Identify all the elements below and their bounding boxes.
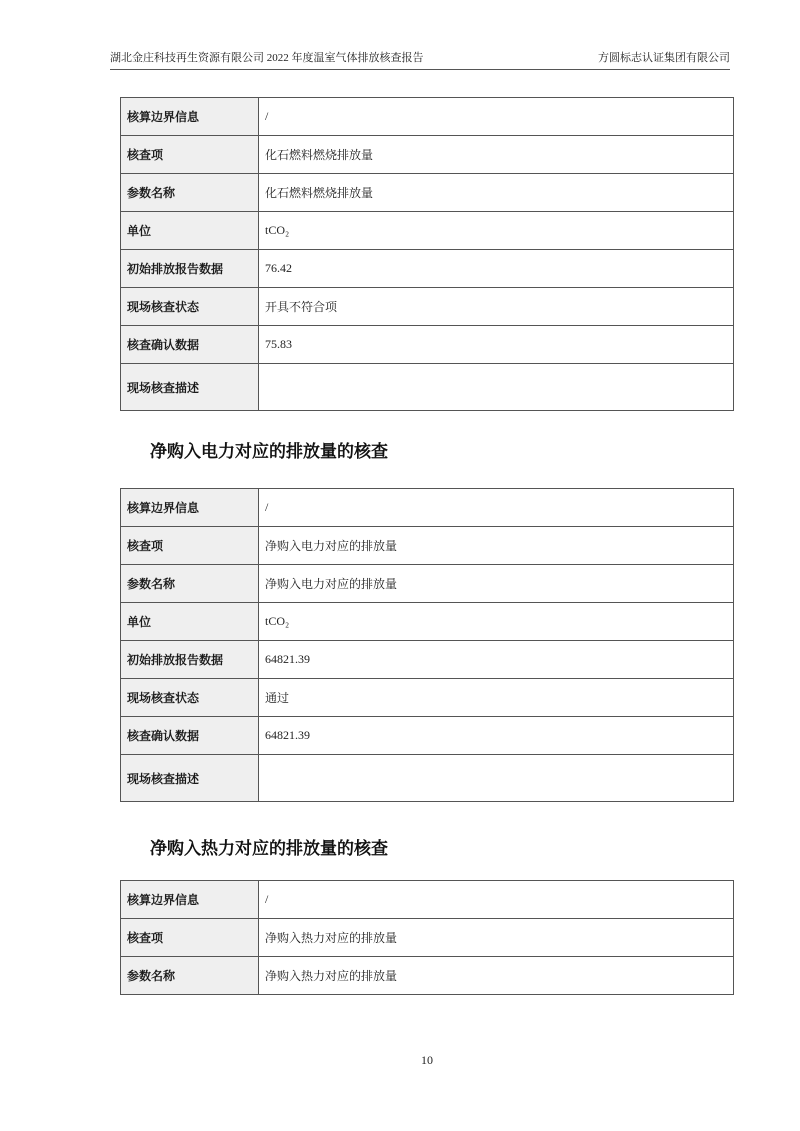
electricity-verification-table [120, 488, 734, 802]
row-value: 76.42 [259, 250, 734, 288]
table-row [121, 326, 734, 364]
row-value: 净购入电力对应的排放量 [259, 565, 734, 603]
table-row [121, 174, 734, 212]
table-row [121, 364, 734, 411]
table-row [121, 641, 734, 679]
row-label: 单位 [121, 603, 259, 641]
table-row [121, 957, 734, 995]
page-number: 10 [421, 1053, 433, 1067]
row-label: 参数名称 [121, 174, 259, 212]
table-row [121, 565, 734, 603]
row-value: 化石燃料燃烧排放量 [259, 136, 734, 174]
row-label: 参数名称 [121, 957, 259, 995]
row-label: 现场核查描述 [121, 755, 259, 802]
row-label: 核查确认数据 [121, 717, 259, 755]
header-left-title: 湖北金庄科技再生资源有限公司 2022 年度温室气体排放核查报告 [110, 52, 424, 64]
table-row [121, 98, 734, 136]
table-row [121, 212, 734, 250]
table-row [121, 603, 734, 641]
row-value: 75.83 [259, 326, 734, 364]
row-value: 净购入电力对应的排放量 [259, 527, 734, 565]
row-value: 64821.39 [259, 717, 734, 755]
row-label: 核算边界信息 [121, 98, 259, 136]
row-value: 净购入热力对应的排放量 [259, 957, 734, 995]
table-row [121, 679, 734, 717]
table-row [121, 250, 734, 288]
row-value: tCO₂ [259, 212, 734, 250]
table-row [121, 755, 734, 802]
row-value: / [259, 98, 734, 136]
row-label: 单位 [121, 212, 259, 250]
row-label: 核查项 [121, 136, 259, 174]
fossil-fuel-verification-table [120, 97, 734, 411]
row-value: 64821.39 [259, 641, 734, 679]
table-row [121, 881, 734, 919]
row-value: 通过 [259, 679, 734, 717]
row-value [259, 755, 734, 802]
row-value: / [259, 489, 734, 527]
row-label: 现场核查描述 [121, 364, 259, 411]
row-label: 核查项 [121, 919, 259, 957]
row-value: 净购入热力对应的排放量 [259, 919, 734, 957]
row-value [259, 364, 734, 411]
table-row [121, 527, 734, 565]
page-header [110, 52, 730, 70]
table-row [121, 136, 734, 174]
table-row [121, 919, 734, 957]
row-value: 化石燃料燃烧排放量 [259, 174, 734, 212]
row-label: 现场核查状态 [121, 288, 259, 326]
row-label: 初始排放报告数据 [121, 641, 259, 679]
section-heading-electricity: 净购入电力对应的排放量的核查 [150, 442, 388, 461]
section-heading-heat: 净购入热力对应的排放量的核查 [150, 839, 388, 858]
row-label: 现场核查状态 [121, 679, 259, 717]
row-label: 核算边界信息 [121, 489, 259, 527]
table-row [121, 717, 734, 755]
table-row [121, 489, 734, 527]
row-label: 初始排放报告数据 [121, 250, 259, 288]
heat-verification-table [120, 880, 734, 995]
header-right-org: 方圆标志认证集团有限公司 [598, 52, 730, 64]
row-label: 核查确认数据 [121, 326, 259, 364]
table-row [121, 288, 734, 326]
row-value: 开具不符合项 [259, 288, 734, 326]
row-label: 核算边界信息 [121, 881, 259, 919]
row-value: / [259, 881, 734, 919]
row-label: 核查项 [121, 527, 259, 565]
row-label: 参数名称 [121, 565, 259, 603]
row-value: tCO₂ [259, 603, 734, 641]
